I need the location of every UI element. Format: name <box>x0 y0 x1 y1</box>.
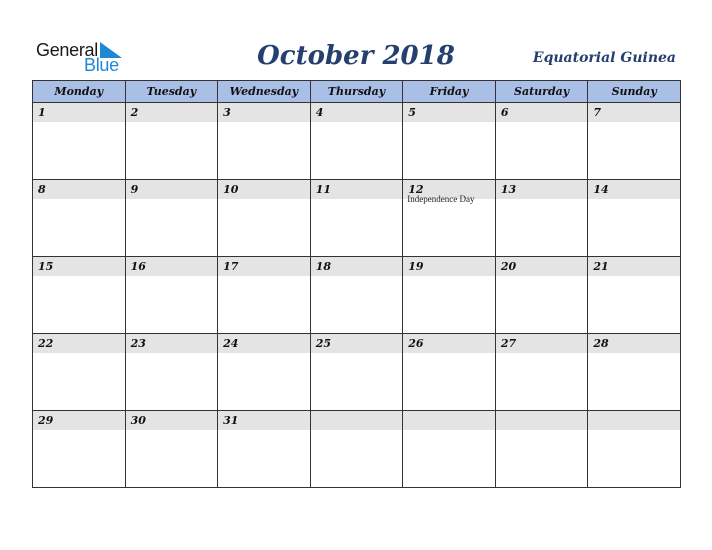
day-number: 4 <box>311 103 403 122</box>
day-cell <box>588 180 681 257</box>
day-cell <box>218 334 311 411</box>
week-row <box>33 257 681 334</box>
day-cell <box>588 103 681 180</box>
day-number: 17 <box>218 257 310 276</box>
day-cell <box>403 334 496 411</box>
week-row <box>33 103 681 180</box>
day-cell <box>218 180 311 257</box>
day-cell <box>33 411 126 488</box>
day-cell <box>33 334 126 411</box>
day-number: 22 <box>33 334 125 353</box>
day-cell <box>125 103 218 180</box>
day-number: 6 <box>496 103 588 122</box>
day-cell <box>125 411 218 488</box>
day-cell <box>588 411 681 488</box>
day-number: 7 <box>588 103 680 122</box>
day-number: 25 <box>311 334 403 353</box>
day-number: 15 <box>33 257 125 276</box>
day-number <box>311 411 403 430</box>
weekday-header: Wednesday <box>218 81 311 103</box>
day-cell <box>403 411 496 488</box>
day-cell <box>218 257 311 334</box>
weekday-header: Sunday <box>588 81 681 103</box>
weekday-header: Saturday <box>495 81 588 103</box>
day-number: 20 <box>496 257 588 276</box>
day-cell <box>403 180 496 257</box>
day-cell <box>310 180 403 257</box>
day-cell <box>125 334 218 411</box>
day-number: 23 <box>126 334 218 353</box>
day-number: 27 <box>496 334 588 353</box>
day-cell <box>403 103 496 180</box>
day-cell <box>495 103 588 180</box>
day-cell <box>495 334 588 411</box>
day-cell <box>33 257 126 334</box>
weekday-header: Monday <box>33 81 126 103</box>
week-row <box>33 411 681 488</box>
day-number: 19 <box>403 257 495 276</box>
day-number: 16 <box>126 257 218 276</box>
day-cell <box>588 257 681 334</box>
day-number: 26 <box>403 334 495 353</box>
day-number: 12 <box>403 180 495 199</box>
day-number: 14 <box>588 180 680 199</box>
day-number <box>588 411 680 430</box>
calendar-title: October 2018 <box>257 41 455 71</box>
day-cell <box>310 103 403 180</box>
day-cell <box>495 180 588 257</box>
day-number: 11 <box>311 180 403 199</box>
day-number: 30 <box>126 411 218 430</box>
day-number: 10 <box>218 180 310 199</box>
holiday-label: Independence Day <box>407 194 475 204</box>
day-cell <box>495 411 588 488</box>
week-row <box>33 180 681 257</box>
day-cell <box>310 411 403 488</box>
weekday-header-row <box>33 81 681 103</box>
day-number <box>496 411 588 430</box>
weekday-header: Tuesday <box>125 81 218 103</box>
day-cell <box>33 103 126 180</box>
day-number: 21 <box>588 257 680 276</box>
weekday-header: Friday <box>403 81 496 103</box>
day-number: 24 <box>218 334 310 353</box>
day-number: 13 <box>496 180 588 199</box>
week-row <box>33 334 681 411</box>
day-cell <box>125 257 218 334</box>
day-number: 5 <box>403 103 495 122</box>
day-number: 8 <box>33 180 125 199</box>
day-cell <box>588 334 681 411</box>
day-cell <box>403 257 496 334</box>
day-number: 3 <box>218 103 310 122</box>
logo-text-general: General <box>36 40 98 60</box>
country-name: Equatorial Guinea <box>532 50 676 66</box>
day-cell <box>310 257 403 334</box>
calendar-grid <box>32 80 681 488</box>
day-number: 1 <box>33 103 125 122</box>
day-cell <box>310 334 403 411</box>
day-cell <box>125 180 218 257</box>
logo-text-blue: Blue <box>84 55 119 75</box>
day-cell <box>218 103 311 180</box>
weekday-header: Thursday <box>310 81 403 103</box>
day-number: 28 <box>588 334 680 353</box>
day-number: 31 <box>218 411 310 430</box>
day-number: 2 <box>126 103 218 122</box>
day-number: 9 <box>126 180 218 199</box>
day-number: 18 <box>311 257 403 276</box>
day-cell <box>33 180 126 257</box>
day-cell <box>495 257 588 334</box>
day-number <box>403 411 495 430</box>
day-number: 29 <box>33 411 125 430</box>
day-cell <box>218 411 311 488</box>
